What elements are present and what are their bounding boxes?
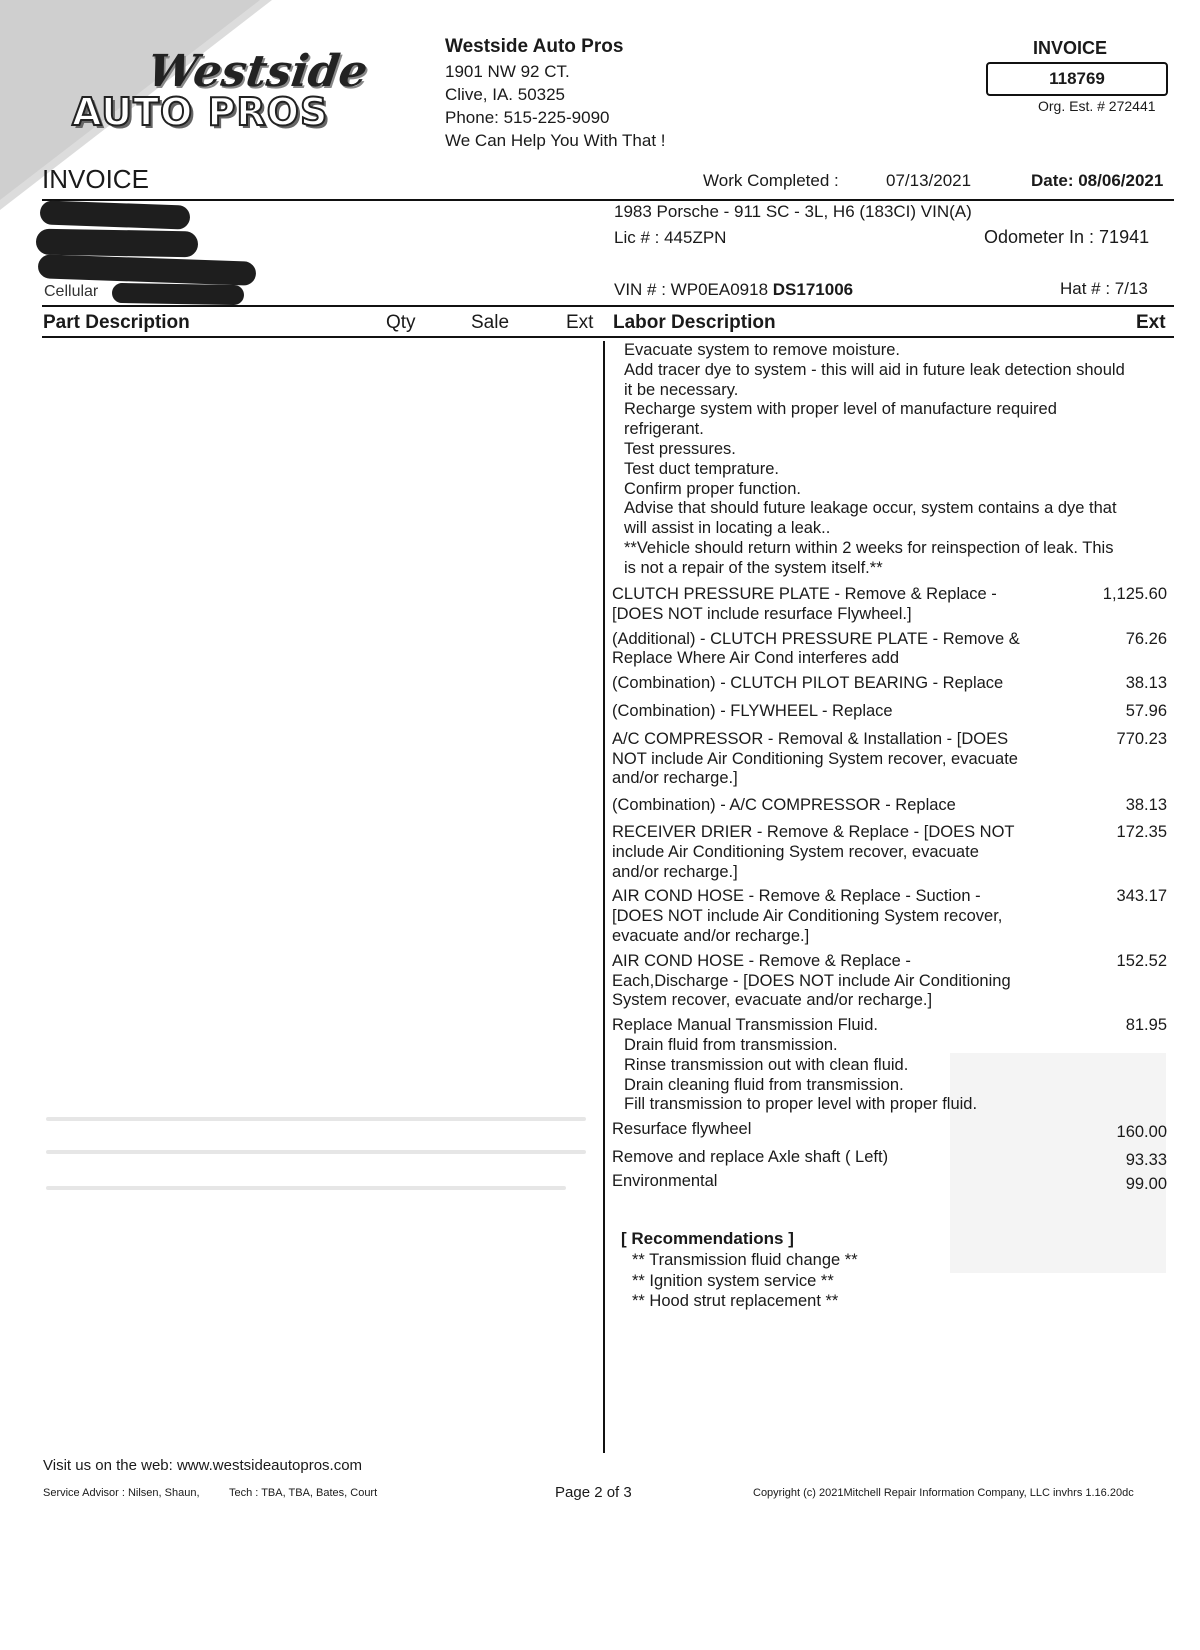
technicians: Tech : TBA, TBA, Bates, Court [229, 1487, 378, 1499]
labor-intro-line: refrigerant. [624, 420, 704, 439]
labor-item-line: Each,Discharge - [DOES NOT include Air Conditioning [612, 971, 1011, 990]
labor-intro-line: Advise that should future leakage occur, system contains a dye that [624, 499, 1117, 518]
labor-intro-line: Recharge system with proper level of manufacture required [624, 400, 1057, 419]
shop-address1: 1901 NW 92 CT. [445, 62, 570, 81]
column-separator [603, 341, 605, 1453]
labor-intro-line: Evacuate system to remove moisture. [624, 341, 901, 359]
vin-number [614, 280, 853, 300]
shop-phone: Phone: 515-225-9090 [445, 108, 610, 127]
labor-intro-line: is not a repair of the system itself.** [624, 558, 883, 577]
labor-intro-line: Confirm proper function. [624, 479, 801, 498]
page-number: Page 2 of 3 [555, 1484, 632, 1501]
service-advisor: Service Advisor : Nilsen, Shaun, [43, 1487, 200, 1499]
divider-top [42, 199, 1174, 201]
vin-suffix: DS171006 [772, 280, 854, 299]
labor-item-ext: 57.96 [1125, 702, 1167, 720]
labor-item-ext: 770.23 [1116, 729, 1167, 748]
hat-number: Hat # : 7/13 [1060, 279, 1148, 298]
recommendation-item: ** Ignition system service ** [632, 1271, 834, 1290]
logo-script: Westside [144, 46, 371, 97]
vehicle-description: 1983 Porsche - 911 SC - 3L, H6 (183CI) VIN(A) [614, 202, 972, 221]
redacted-street [36, 229, 198, 258]
labor-item-line: (Combination) - FLYWHEEL - Replace [612, 702, 893, 720]
org-estimate: Org. Est. # 272441 [1038, 98, 1156, 114]
labor-item-line: Environmental [612, 1171, 718, 1190]
license-plate: Lic # : 445ZPN [614, 228, 727, 247]
bleed-through-mark [46, 1186, 566, 1190]
labor-item-ext: 152.52 [1116, 951, 1167, 970]
labor-item-ext: 343.17 [1116, 887, 1167, 906]
labor-item-line: [DOES NOT include resurface Flywheel.] [612, 604, 912, 623]
labor-item-line: Remove and replace Axle shaft ( Left) [612, 1148, 889, 1166]
logo-block: AUTO PROS [72, 90, 329, 134]
col-labor-ext: Ext [1136, 312, 1166, 333]
labor-intro-line: Test duct temprature. [624, 459, 779, 478]
labor-intro-line: **Vehicle should return within 2 weeks for reinspection of leak. This [624, 539, 1114, 557]
labor-item-ext: 160.00 [1116, 1123, 1167, 1142]
vin-label: VIN # : WP0EA0918 [614, 280, 769, 299]
shop-tagline: We Can Help You With That ! [445, 131, 666, 150]
labor-intro-line: it be necessary. [624, 380, 739, 399]
labor-intro-line: Add tracer dye to system - this will aid in future leak detection should [624, 360, 1125, 379]
col-ext: Ext [566, 312, 594, 333]
labor-item-ext: 172.35 [1116, 823, 1167, 841]
labor-item-line: [DOES NOT include Air Conditioning System recover, [612, 907, 1003, 926]
redacted-name [40, 200, 191, 229]
cellular-label: Cellular [44, 283, 99, 300]
labor-item-line: NOT include Air Conditioning System recover, evacuate [612, 749, 1018, 768]
col-part-description: Part Description [43, 312, 190, 333]
labor-item-line: AIR COND HOSE - Remove & Replace - Suction - [612, 887, 981, 906]
labor-item-line: (Combination) - CLUTCH PILOT BEARING - Replace [612, 674, 1004, 693]
labor-item-line: (Combination) - A/C COMPRESSOR - Replace [612, 796, 956, 815]
website-link[interactable]: Visit us on the web: www.westsideautopros.com [43, 1457, 363, 1474]
work-completed-date: 07/13/2021 [886, 171, 972, 190]
divider-columns-bottom [42, 336, 1174, 338]
page-title: INVOICE [42, 164, 149, 194]
labor-intro-line: will assist in locating a leak.. [624, 519, 831, 538]
shop-name: Westside Auto Pros [445, 36, 624, 57]
labor-item-ext: 93.33 [1125, 1151, 1167, 1169]
labor-item-line: include Air Conditioning System recover, evacuate [612, 842, 979, 861]
odometer: Odometer In : 71941 [984, 227, 1150, 247]
labor-item-line: evacuate and/or recharge.] [612, 927, 810, 945]
col-sale: Sale [471, 312, 510, 333]
work-completed-label: Work Completed : [703, 171, 839, 190]
redacted-city [38, 254, 257, 286]
recommendations-title: [ Recommendations ] [621, 1229, 794, 1248]
labor-item-line: Replace Manual Transmission Fluid. [612, 1016, 878, 1035]
labor-item-ext: 76.26 [1125, 629, 1167, 648]
col-qty: Qty [386, 312, 416, 333]
recommendation-item: ** Transmission fluid change ** [632, 1251, 858, 1269]
labor-intro-line: Test pressures. [624, 440, 736, 458]
transmission-step: Drain cleaning fluid from transmission. [624, 1075, 904, 1094]
labor-item-line: Resurface flywheel [612, 1120, 752, 1139]
divider-columns-top [42, 305, 1174, 307]
labor-item-line: and/or recharge.] [612, 769, 738, 788]
shop-address2: Clive, IA. 50325 [445, 85, 566, 104]
invoice-number: 118769 [986, 62, 1168, 96]
labor-item-line: RECEIVER DRIER - Remove & Replace - [DOES NOT [612, 823, 1015, 841]
recommendation-item: ** Hood strut replacement ** [632, 1292, 839, 1310]
invoice-date: Date: 08/06/2021 [1031, 171, 1164, 190]
col-labor-description: Labor Description [613, 312, 776, 333]
transmission-step: Drain fluid from transmission. [624, 1036, 838, 1054]
bleed-through-mark [46, 1150, 586, 1154]
labor-item-line: (Additional) - CLUTCH PRESSURE PLATE - Remove & [612, 629, 1020, 648]
transmission-step: Fill transmission to proper level with proper fluid. [624, 1095, 978, 1114]
labor-item-ext: 81.95 [1125, 1016, 1167, 1035]
labor-item-line: System recover, evacuate and/or recharge.] [612, 991, 933, 1010]
invoice-label: INVOICE [1033, 38, 1108, 58]
labor-item-line: and/or recharge.] [612, 862, 738, 881]
labor-item-line: CLUTCH PRESSURE PLATE - Remove & Replace - [612, 585, 997, 603]
labor-item-ext: 1,125.60 [1102, 585, 1167, 603]
bleed-through-mark [46, 1117, 586, 1121]
transmission-step: Rinse transmission out with clean fluid. [624, 1055, 909, 1074]
labor-item-line: AIR COND HOSE - Remove & Replace - [612, 951, 911, 970]
labor-item-ext: 38.13 [1125, 796, 1167, 815]
redacted-phone [112, 283, 244, 305]
labor-item-line: Replace Where Air Cond interferes add [612, 649, 900, 668]
labor-item-line: A/C COMPRESSOR - Removal & Installation - [DOES [612, 729, 1009, 748]
labor-item-ext: 38.13 [1125, 674, 1167, 693]
labor-item-ext: 99.00 [1125, 1174, 1167, 1193]
copyright: Copyright (c) 2021Mitchell Repair Information Company, LLC invhrs 1.16.20dc [753, 1487, 1134, 1499]
